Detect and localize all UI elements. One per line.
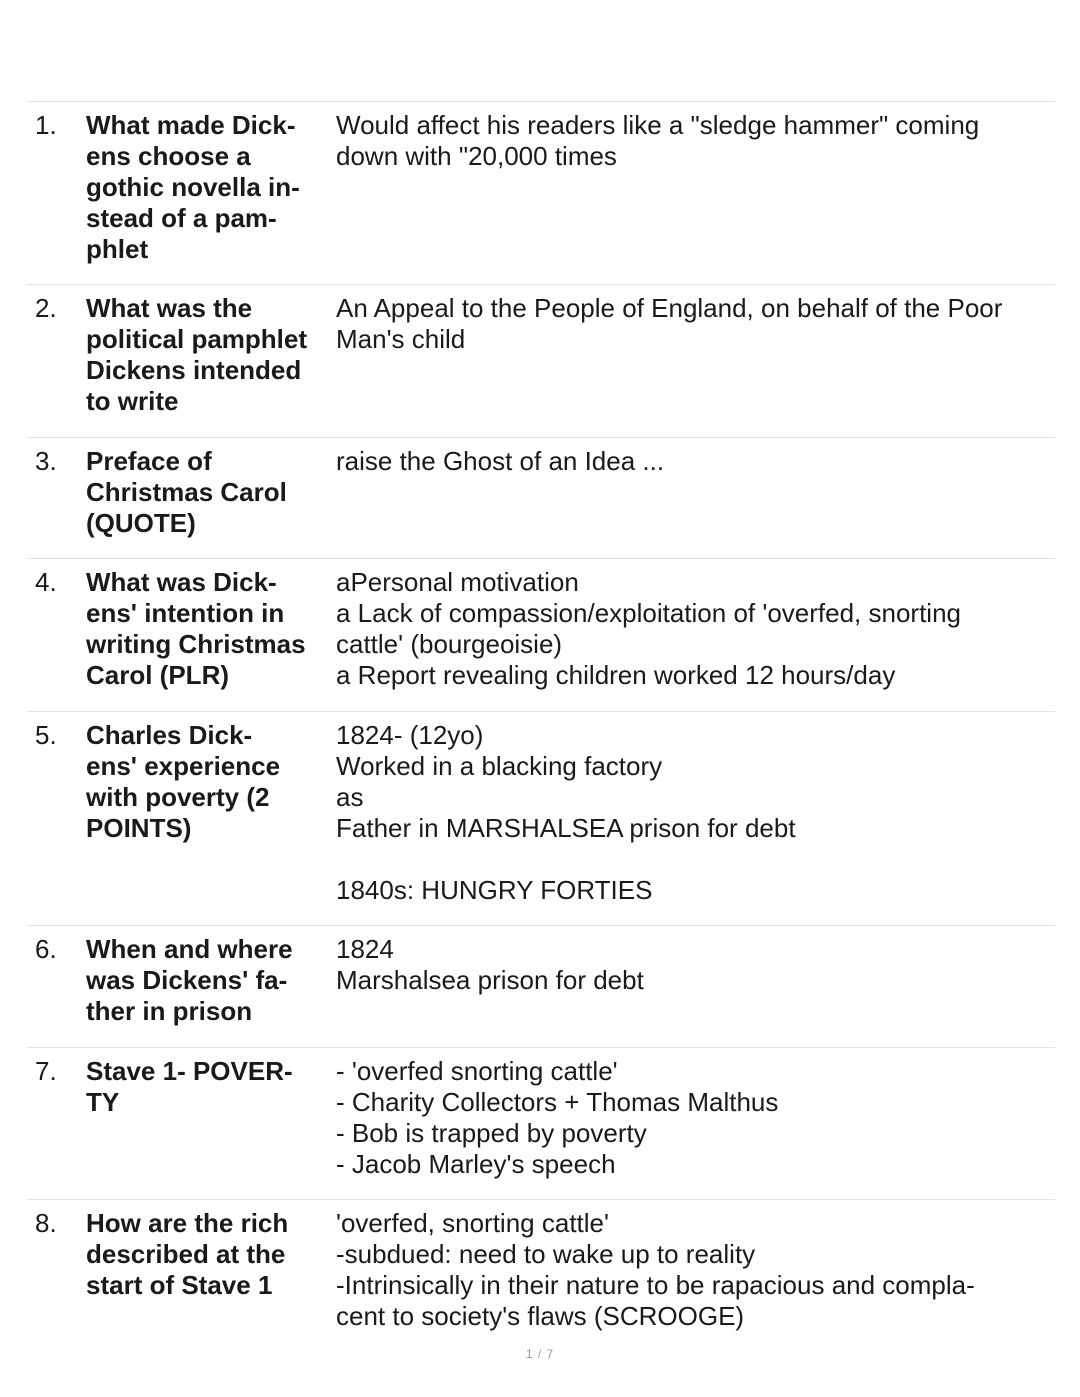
card-term: Preface of Christmas Carol (QUOTE) <box>86 446 287 538</box>
flashcard-row <box>27 101 1055 284</box>
card-term: When and where was Dickens' fa- ther in prison <box>86 934 293 1026</box>
flashcard-row <box>27 437 1055 558</box>
card-term: Charles Dick- ens' experience with poverty (2 POINTS) <box>86 720 281 843</box>
card-definition: 1824- (12yo) Worked in a blacking factory as Father in MARSHALSEA prison for debt 1840s: HUNGRY FORTIES <box>336 720 796 905</box>
card-number: 6. <box>35 934 57 964</box>
card-term: What made Dick- ens choose a gothic novella in- stead of a pam- phlet <box>86 110 300 264</box>
flashcard-list <box>27 101 1055 1341</box>
card-definition: An Appeal to the People of England, on behalf of the Poor Man's child <box>336 293 1003 354</box>
card-number: 5. <box>35 720 57 750</box>
card-term: How are the rich described at the start of Stave 1 <box>86 1208 289 1300</box>
page-indicator: 1 / 7 <box>525 1347 555 1361</box>
card-definition: 'overfed, snorting cattle' -subdued: need to wake up to reality -Intrinsically in their nature to be rapacious and compla- cent to society's flaws (SCROOGE) <box>336 1208 975 1331</box>
card-number: 7. <box>35 1056 57 1086</box>
card-number: 1. <box>35 110 57 140</box>
card-definition: Would affect his readers like a "sledge hammer" coming down with "20,000 times <box>336 110 980 171</box>
card-term: What was Dick- ens' intention in writing Christmas Carol (PLR) <box>86 567 306 690</box>
card-definition: raise the Ghost of an Idea ... <box>336 446 665 476</box>
flashcard-row <box>27 925 1055 1047</box>
card-number: 8. <box>35 1208 57 1238</box>
flashcard-row <box>27 1199 1055 1341</box>
flashcard-row <box>27 284 1055 437</box>
card-term: What was the political pamphlet Dickens intended to write <box>86 293 308 416</box>
card-definition: 1824 Marshalsea prison for debt <box>336 934 644 995</box>
card-definition: aPersonal motivation a Lack of compassion/exploitation of 'overfed, snorting cattle' (bourgeoisie) a Report revealing children worked 12 hours/day <box>336 567 961 690</box>
card-number: 3. <box>35 446 57 476</box>
flashcard-row <box>27 711 1055 925</box>
card-term: Stave 1- POVER- TY <box>86 1056 293 1117</box>
card-number: 2. <box>35 293 57 323</box>
card-number: 4. <box>35 567 57 597</box>
flashcard-row <box>27 1047 1055 1199</box>
flashcard-row <box>27 558 1055 711</box>
card-definition: - 'overfed snorting cattle' - Charity Collectors + Thomas Malthus - Bob is trapped by poverty - Jacob Marley's speech <box>336 1056 779 1179</box>
